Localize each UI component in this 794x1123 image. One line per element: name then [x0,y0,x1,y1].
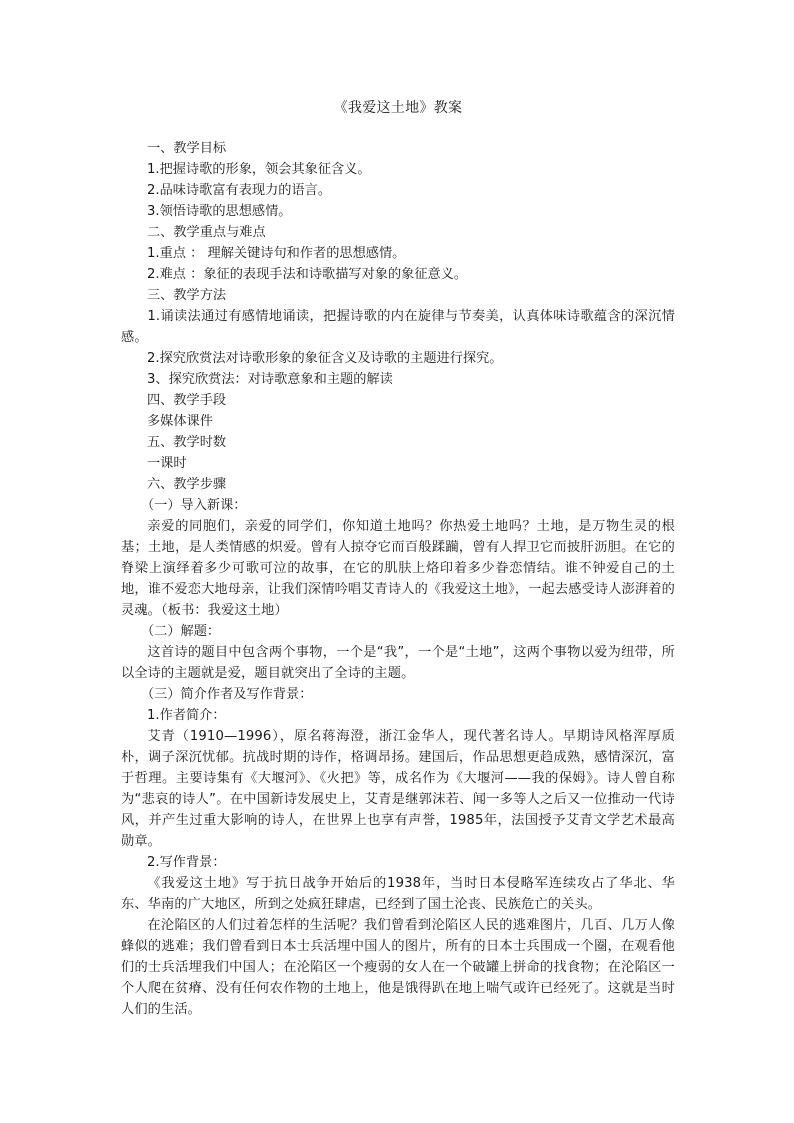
text-line: 1.重点 ： 理解关键诗句和作者的思想感情。 [147,246,406,261]
text-line: 2.探究欣赏法对诗歌形象的象征含义及诗歌的主题进行探究。 [147,351,503,366]
document-body [121,138,675,1020]
paragraph: 1.诵读法通过有感情地诵读，把握诗歌的内在旋律与节奏美，认真体味诗歌蕴含的深沉情感。 [121,309,675,345]
text-line: 1.把握诗歌的形象，领会其象征含义。 [147,162,371,177]
document-page [121,98,675,1020]
text-line: 二、教学重点与难点 [147,225,266,240]
text-line: 2.品味诗歌富有表现力的语言。 [147,183,332,198]
paragraph: 《我爱这土地》写于抗日战争开始后的1938年，当时日本侵略军连续攻占了华北、华东、华南的广大地区，所到之处疯狂肆虐，已经到了国土沦丧、民族危亡的关头。 [121,876,675,912]
paragraph: 在沦陷区的人们过着怎样的生活呢？我们曾看到沦陷区人民的逃难图片，几百、几万人像蜂似的逃难；我们曾看到日本士兵活埋中国人的图片，所有的日本士兵围成一个圈，在观看他们的士兵活埋我们中国人；在沦陷区一个瘦弱的女人在一个破罐上拼命的找食物；在沦陷区一个人爬在贫瘠、没有任何农作物的土地上，他是饿得趴在地上喘气或许已经死了。这就是当时人们的生活。 [121,918,675,1017]
text-line: 一课时 [147,456,187,471]
document-title: 《我爱这土地》教案 [333,100,463,116]
text-line: 六、教学步骤 [147,477,227,492]
text-line: 3.领悟诗歌的思想感情。 [147,204,292,219]
text-line: 1.作者简介： [147,708,226,723]
text-line: （二）解题： [141,624,221,639]
paragraph: 这首诗的题目中包含两个事物，一个是“我”，一个是“土地”，这两个事物以爱为纽带，所以全诗的主题就是爱，题目就突出了全诗的主题。 [121,645,675,681]
paragraph: 亲爱的同胞们，亲爱的同学们，你知道土地吗？你热爱土地吗？土地，是万物生灵的根基；土地，是人类情感的炽爱。曾有人掠夺它而百般蹂躏，曾有人捍卫它而披肝沥胆。在它的脊梁上演绎着多少可歌可泣的故事，在它的肌肤上烙印着多少眷恋情结。谁不钟爱自己的土地，谁不爱恋大地母亲，让我们深情吟唱艾青诗人的《我爱这土地》，一起去感受诗人澎湃着的灵魂。（板书：我爱这土地） [121,519,675,618]
text-line: 五、教学时数 [147,435,227,450]
text-line: 2.写作背景： [147,855,226,870]
text-line: 多媒体课件 [147,414,213,429]
text-line: （三）简介作者及写作背景： [141,687,313,702]
paragraph: 艾青（1910—1996），原名蒋海澄，浙江金华人，现代著名诗人。早期诗风格浑厚质朴，调子深沉忧郁。抗战时期的诗作，格调昂扬。建国后，作品思想更趋成熟，感情深沉，富于哲理。主要诗集有《大堰河》、《火把》等，成名作为《大堰河——我的保姆》。诗人曾自称为“悲哀的诗人”。在中国新诗发展史上，艾青是继郭沫若、闻一多等人之后又一位推动一代诗风，并产生过重大影响的诗人，在世界上也享有声誉，1985年，法国授予艾青文学艺术最高勋章。 [121,729,675,849]
text-line: 3、探究欣赏法：对诗歌意象和主题的解读 [147,372,393,387]
text-line: 2.难点 ：象征的表现手法和诗歌描写对象的象征意义。 [147,267,468,282]
text-line: 三、教学方法 [147,288,227,303]
text-line: 四、教学手段 [147,393,227,408]
text-line: 一、教学目标 [147,141,227,156]
text-line: （一）导入新课： [141,498,247,513]
